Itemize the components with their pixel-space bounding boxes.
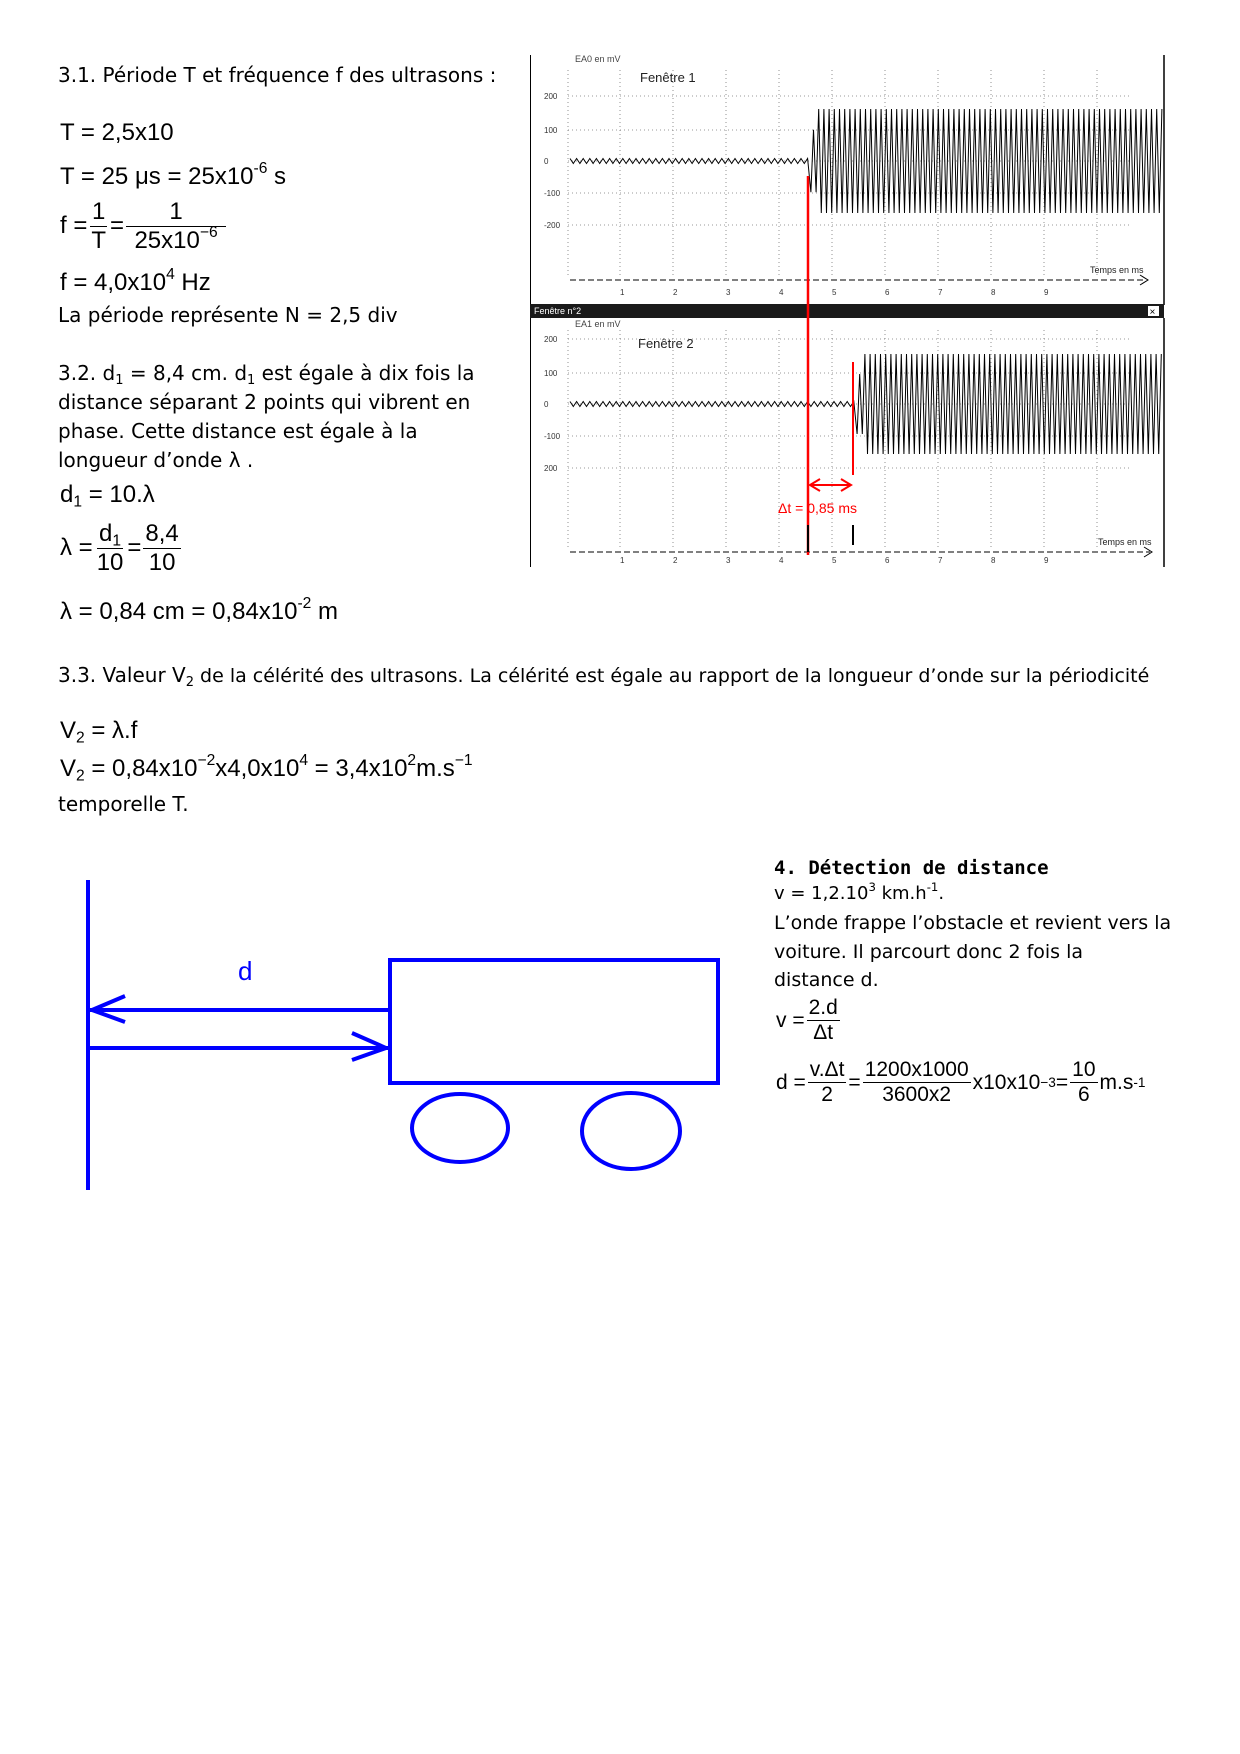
y-tick-label: -100 — [544, 189, 561, 198]
section-4-speed — [774, 881, 944, 907]
denominator: 6 — [1078, 1083, 1090, 1107]
eq-unit: m.s — [1099, 1070, 1134, 1094]
eq-text: T = 25 μs = 25x10 — [60, 163, 254, 190]
eq-exponent: -6 — [253, 160, 268, 178]
x-tick-label: 5 — [832, 556, 837, 565]
distance-label: d — [238, 956, 253, 986]
denominator — [132, 223, 219, 255]
x-tick-label: 9 — [1044, 556, 1049, 565]
equation-d1 — [60, 480, 155, 510]
fraction-8-4-over-10 — [143, 520, 180, 576]
window-1-y-label: EA0 en mV — [575, 55, 621, 64]
window-1-x-ticks — [620, 288, 1049, 297]
x-tick-label: 9 — [1044, 288, 1049, 297]
window-2-y-label: EA1 en mV — [575, 319, 621, 329]
window-1-x-label: Temps en ms — [1090, 265, 1144, 275]
x-tick-label: 8 — [991, 288, 996, 297]
fraction-1200x1000-over-3600x2 — [863, 1058, 971, 1107]
window-2-x-ticks — [620, 556, 1049, 565]
window-1-y-ticks — [544, 92, 561, 230]
window-2-x-label: Temps en ms — [1098, 537, 1152, 547]
denominator: 3600x2 — [882, 1083, 952, 1107]
numerator — [97, 520, 123, 549]
subscript: 2 — [76, 767, 85, 785]
eq-text: = 10.λ — [82, 481, 155, 508]
x-tick-label: 6 — [885, 288, 890, 297]
fraction-1-over-t — [89, 198, 108, 254]
eq-text: = λ.f — [84, 717, 138, 744]
window-2-title: Fenêtre 2 — [638, 336, 694, 351]
eq-text: f = 4,0x10 — [60, 269, 167, 296]
eq-text: T = 2,5x10 — [60, 119, 174, 146]
eq-text: V — [60, 717, 77, 744]
x-tick-label: 8 — [991, 556, 996, 565]
numerator: 1 — [126, 198, 226, 227]
text: v = 1,2.10 — [774, 883, 869, 904]
section-4-line-1: L’onde frappe l’obstacle et revient vers la — [774, 912, 1172, 934]
section-4-heading: 4. Détection de distance — [774, 857, 1049, 879]
x-tick-label: 4 — [779, 556, 784, 565]
eq-exponent: 4 — [299, 752, 308, 770]
equation-d-result: d = $\frac{v.\Delta t}{2}$ = $\frac{1200x1000}{3600x2}$ x10x10 −3 = $\frac{10}{6}$ m.s -1 — [776, 1058, 1146, 1107]
car-wheel-rear — [582, 1093, 680, 1169]
y-tick-label: -200 — [544, 221, 561, 230]
equation-period-1 — [60, 118, 174, 148]
x-tick-label: 2 — [673, 556, 678, 565]
x-tick-label: 1 — [620, 556, 625, 565]
numerator: 1 — [92, 198, 106, 225]
equation-period-2 — [60, 162, 286, 192]
eq-unit: m — [311, 598, 339, 625]
den-text: 25x10 — [134, 226, 200, 254]
denominator: Δt — [813, 1021, 834, 1045]
eq-exponent: −1 — [454, 752, 473, 770]
denominator: T — [91, 226, 107, 254]
eq-text: = 3,4x10 — [308, 755, 408, 782]
subscript: 1 — [112, 532, 122, 550]
eq-unit: m.s — [416, 755, 455, 782]
eq-unit: s — [267, 163, 287, 190]
numerator: v.Δt — [808, 1058, 847, 1083]
equation-frequency-fraction — [60, 198, 228, 254]
y-tick-label: 200 — [544, 335, 558, 344]
window-2-y-ticks — [544, 335, 561, 473]
numerator: 10 — [1070, 1058, 1097, 1083]
den-exponent: −6 — [199, 223, 218, 241]
x-tick-label: 3 — [726, 556, 731, 565]
denominator: 10 — [148, 548, 176, 576]
x-tick-label: 3 — [726, 288, 731, 297]
y-tick-label: 0 — [544, 400, 549, 409]
text: = 8,4 cm. d — [123, 361, 248, 385]
trailing-text: temporelle T. — [58, 792, 189, 816]
text: de la célérité des ultrasons. La célérité est égale au rapport de la longueur d’onde sur la périodicité — [194, 665, 1150, 687]
eq-text: = 0,84x10 — [84, 755, 198, 782]
window-1-title: Fenêtre 1 — [640, 70, 696, 85]
subscript: 1 — [247, 372, 256, 388]
subscript: 1 — [115, 372, 124, 388]
equation-frequency-result — [60, 268, 211, 298]
window-1-signal — [570, 109, 1162, 213]
x-tick-label: 7 — [938, 556, 943, 565]
section-3-2-line-4: longueur d’onde λ . — [58, 448, 254, 472]
delta-t-label: Δt = 0,85 ms — [778, 500, 857, 516]
eq-text: V — [60, 755, 77, 782]
eq-exponent: -2 — [297, 595, 312, 613]
fraction-v-dt-over-2 — [808, 1058, 847, 1107]
eq-exponent: 2 — [407, 752, 417, 770]
x-tick-label: 1 — [620, 288, 625, 297]
eq-text: f = — [60, 212, 88, 240]
equation-v2 — [60, 716, 137, 746]
eq-text: λ = — [60, 534, 93, 562]
eq-text: v = — [776, 1008, 805, 1032]
subscript: 2 — [185, 674, 194, 690]
numerator: 8,4 — [145, 520, 179, 547]
y-tick-label: 200 — [544, 464, 558, 473]
section-3-2-line-2: distance séparant 2 points qui vibrent en — [58, 390, 471, 414]
equation-lambda-fraction — [60, 520, 183, 576]
y-tick-label: 100 — [544, 126, 558, 135]
x-tick-label: 6 — [885, 556, 890, 565]
oscillogram-figure — [530, 55, 1170, 575]
close-glyph: × — [1149, 307, 1156, 318]
car-body — [390, 960, 718, 1083]
equation-v-2d-over-dt — [776, 996, 842, 1045]
eq-text: d — [60, 481, 74, 508]
eq-exponent: −2 — [197, 752, 216, 770]
x-tick-label: 2 — [673, 288, 678, 297]
section-4-line-2: voiture. Il parcourt donc 2 fois la — [774, 941, 1084, 963]
num-text: d — [99, 520, 113, 547]
car-wheel-front — [412, 1094, 508, 1162]
eq-sign: = — [127, 534, 142, 562]
y-tick-label: 100 — [544, 369, 558, 378]
eq-text: λ = 0,84 cm = 0,84x10 — [60, 598, 298, 625]
x-tick-label: 4 — [779, 288, 784, 297]
fraction-1-over-25e-6 — [126, 198, 226, 254]
fraction-d1-over-10 — [95, 520, 126, 576]
numerator: 2.d — [807, 996, 840, 1021]
section-3-1-heading: 3.1. Période T et fréquence f des ultrasons : — [58, 63, 497, 87]
section-4-line-3: distance d. — [774, 969, 879, 991]
distance-diagram — [70, 870, 730, 1200]
window-2-grid — [568, 330, 1130, 549]
numerator: 1200x1000 — [863, 1058, 971, 1083]
subscript: 1 — [73, 493, 83, 511]
eq-sign: = — [1055, 1070, 1069, 1094]
eq-sign: = — [848, 1070, 861, 1094]
y-tick-label: 0 — [544, 157, 549, 166]
eq-exponent: 4 — [166, 266, 175, 284]
y-tick-label: 200 — [544, 92, 558, 101]
equation-lambda-result — [60, 597, 338, 627]
period-note: La période représente N = 2,5 div — [58, 303, 398, 327]
denominator: 10 — [96, 548, 124, 576]
text: 3.2. d — [58, 361, 116, 385]
denominator: 2 — [821, 1083, 833, 1107]
eq-unit: Hz — [174, 269, 211, 296]
section-3-2-line-1 — [58, 360, 475, 386]
fraction-10-over-6 — [1070, 1058, 1097, 1107]
text: . — [938, 883, 945, 904]
section-3-3-line — [58, 662, 1149, 689]
exponent: -1 — [926, 879, 939, 894]
equation-v2-result — [60, 754, 473, 784]
eq-sign: = — [110, 212, 125, 240]
y-tick-label: -100 — [544, 432, 561, 441]
exponent: 3 — [868, 879, 876, 894]
text: est égale à dix fois la — [255, 361, 475, 385]
window-2-title-bar — [530, 304, 1164, 318]
eq-text: x10x10 — [972, 1070, 1041, 1094]
subscript: 2 — [76, 729, 85, 747]
eq-text: d = — [776, 1070, 806, 1094]
text: km.h — [875, 883, 927, 904]
text: 3.3. Valeur V — [58, 663, 186, 687]
fraction-2d-over-dt — [807, 996, 840, 1045]
eq-text: x4,0x10 — [215, 755, 300, 782]
x-tick-label: 7 — [938, 288, 943, 297]
section-3-2-line-3: phase. Cette distance est égale à la — [58, 419, 418, 443]
x-tick-label: 5 — [832, 288, 837, 297]
window-2-bar-title: Fenêtre n°2 — [534, 306, 582, 316]
